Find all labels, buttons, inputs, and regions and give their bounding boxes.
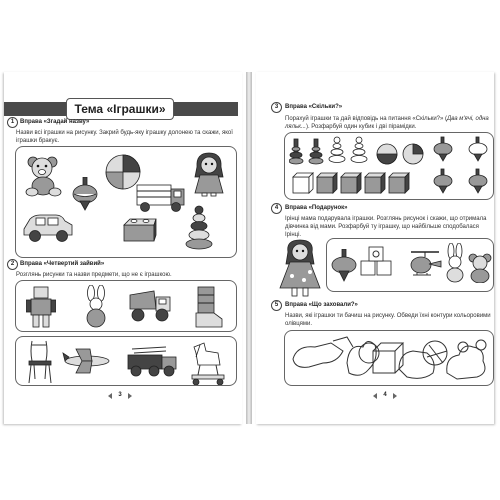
exercise-1-text: Назви всі іграшки на рисунку. Закрий будь-яку іграшку долонею та скажи, якої іграшки бракує.	[16, 130, 233, 144]
dump-truck-icon	[128, 287, 172, 325]
robot-icon	[26, 285, 56, 329]
topic-title: Тема «Іграшки»	[66, 98, 174, 120]
exercise-5-title: Вправа «Що заховали?»	[285, 302, 358, 308]
gift-teddy-bear-icon	[467, 253, 493, 283]
toy-truck-icon	[136, 183, 186, 213]
book-gutter	[246, 72, 252, 424]
exercise-3-frame	[284, 132, 494, 200]
balls-icon	[375, 141, 427, 167]
spinning-tops-icon	[433, 135, 493, 197]
lego-brick-icon	[122, 215, 158, 243]
airplane-icon	[62, 347, 112, 375]
doll-icon	[192, 151, 226, 197]
right-page-number: 4	[373, 391, 397, 400]
exercise-1-frame	[15, 146, 237, 258]
exercise-2-text: Розглянь рисунки та назви предмети, що не є іграшкою.	[16, 272, 172, 278]
boot-icon	[192, 285, 224, 329]
rocking-horse-icon	[188, 341, 226, 385]
helicopter-icon	[407, 249, 443, 281]
blocks-icon	[359, 245, 403, 279]
cubes-icon	[291, 171, 429, 195]
left-page-number: 3	[108, 391, 132, 400]
exercise-5-frame	[284, 330, 494, 386]
chair-icon	[26, 339, 54, 385]
exercise-2-frame-row1	[15, 280, 237, 332]
toy-car-icon	[22, 211, 74, 243]
exercise-3-text-italic: Два м'ячі, одна ляльк...	[285, 116, 489, 130]
exercise-4-frame	[326, 238, 494, 292]
exercise-5-number: 5	[271, 300, 282, 311]
exercise-4-text: Ірінці мама подарувала іграшки. Розглянь рисунок і скажи, що отримала дівчинка від мами. Розфарбуй ту іграшку, що найбільше сподобалася Ірінці.	[285, 216, 487, 238]
exercise-3-number: 3	[271, 102, 282, 113]
fire-truck-icon	[126, 345, 178, 379]
exercise-4-number: 4	[271, 203, 282, 214]
exercise-3-text-end: ). Розфарбуй один кубик і дві пірамідки.	[305, 124, 417, 130]
gift-spinning-top-icon	[331, 249, 357, 283]
exercise-2-number: 2	[7, 259, 18, 270]
exercise-2-title: Вправа «Четвертий зайвий»	[20, 261, 105, 267]
ring-pyramid-icon	[184, 205, 214, 251]
girl-doll-icon	[278, 238, 324, 298]
gift-bunny-icon	[443, 243, 467, 283]
exercise-5-text: Назви, які іграшки ти бачиш на рисунку. Обведи їхні контури кольоровими олівцями.	[285, 313, 491, 327]
hidden-toy-outlines-icon	[287, 333, 493, 385]
exercise-4-title: Вправа «Подарунок»	[285, 205, 348, 211]
exercise-3-text	[285, 115, 495, 131]
spinning-top-icon	[72, 177, 98, 211]
exercise-2-frame-row2	[15, 336, 237, 386]
ring-pyramids-icon	[289, 135, 373, 165]
bunny-icon	[82, 285, 110, 329]
exercise-1-title: Вправа «Згадай назву»	[20, 119, 90, 125]
exercise-3-title: Вправа «Скільки?»	[285, 104, 343, 110]
teddy-bear-icon	[24, 155, 64, 197]
exercise-3-text-main: Порахуй іграшки та дай відповідь на питання «Скільки?» (	[285, 116, 448, 122]
exercise-1-number: 1	[7, 117, 18, 128]
